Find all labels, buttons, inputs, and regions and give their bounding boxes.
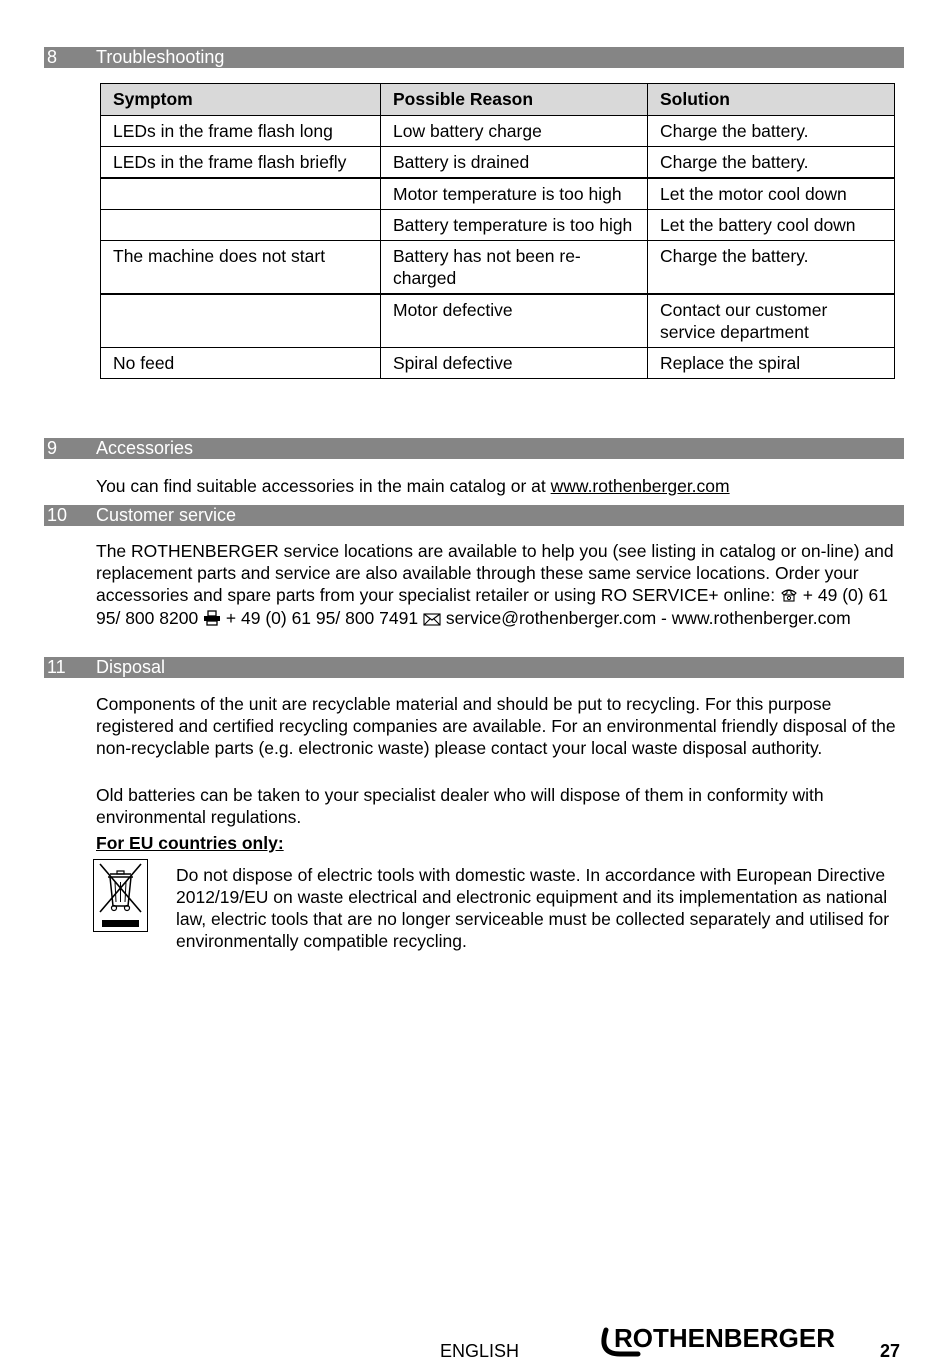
section-title: Disposal: [96, 657, 166, 677]
cell-symptom: [101, 178, 381, 210]
accessories-sentence: You can find suitable accessories in the main catalog or at: [96, 476, 551, 496]
section-title: Accessories: [96, 438, 194, 458]
cell-solution: Let the battery cool down: [648, 210, 895, 241]
cell-reason: Low battery charge: [381, 116, 648, 147]
section-header-accessories: [44, 438, 904, 459]
logo-text: ROTHENBERGER: [614, 1323, 836, 1353]
eu-countries-heading: For EU countries only:: [96, 833, 284, 853]
cell-solution: Charge the battery.: [648, 241, 895, 295]
cell-solution: Charge the battery.: [648, 116, 895, 147]
cell-solution: Replace the spiral: [648, 348, 895, 379]
section-header-disposal: [44, 657, 904, 678]
header-symptom: Symptom: [101, 84, 381, 116]
cell-symptom: [101, 294, 381, 348]
cell-reason: Motor defective: [381, 294, 648, 348]
cell-symptom: The machine does not start: [101, 241, 381, 295]
section-header-customer-service: [44, 505, 904, 526]
table-row: [101, 116, 895, 147]
cell-solution: Contact our customer service department: [648, 294, 895, 348]
section-number: 8: [47, 47, 58, 67]
cell-reason: Battery is drained: [381, 147, 648, 179]
table-row: [101, 294, 895, 348]
section-number: 9: [47, 438, 58, 458]
section-header-troubleshooting: [44, 47, 904, 68]
table-row: [101, 241, 895, 295]
page-number: 27: [880, 1341, 901, 1361]
cell-symptom: [101, 210, 381, 241]
section-title: Troubleshooting: [96, 47, 225, 67]
eu-disposal-text: Do not dispose of electric tools with domestic waste. In accordance with European Directive 2012/19/EU on waste electrical and electronic equipment and its implementation as national law, electric tools that are no longer serviceable must be collected separately and utilised for environmentally compatible recycling.: [176, 865, 890, 951]
cell-reason: Motor temperature is too high: [381, 178, 648, 210]
weee-crossed-bin-icon: [93, 859, 148, 932]
troubleshooting-table: [100, 83, 895, 379]
mail-icon: [423, 609, 441, 631]
phone-icon: [780, 585, 798, 607]
fax-icon: [203, 609, 221, 631]
header-possible-reason: Possible Reason: [381, 84, 648, 116]
service-intro: The ROTHENBERGER service locations are available to help you (see listing in catalog or on-line) and replacement parts and service are also available through these same service locations. Order your accessories and spare parts from your specialist retailer or using RO SERVICE+ online:: [96, 541, 894, 605]
table-row: [101, 348, 895, 379]
header-solution: Solution: [648, 84, 895, 116]
accessories-text: [96, 475, 904, 497]
disposal-paragraph-2: Old batteries can be taken to your specialist dealer who will dispose of them in conformity with environmental regulations.: [96, 785, 824, 827]
cell-symptom: LEDs in the frame flash briefly: [101, 147, 381, 179]
section-number: 11: [47, 657, 66, 677]
phone-number: + 49 (0) 61 95/ 800 8200: [96, 585, 888, 629]
section-number: 10: [47, 505, 68, 525]
cell-solution: Let the motor cool down: [648, 178, 895, 210]
section-title: Customer service: [96, 505, 237, 525]
fax-number: + 49 (0) 61 95/ 800 7491: [221, 608, 423, 629]
cell-symptom: No feed: [101, 348, 381, 379]
cell-symptom: LEDs in the frame flash long: [101, 116, 381, 147]
disposal-paragraph-1: Components of the unit are recyclable material and should be put to recycling. For this purpose registered and certified recycling companies are available. For an environmental friendly disposal of the non-recyclable parts (e.g. electronic waste) please contact your local waste disposal authority.: [96, 694, 896, 758]
table-row: [101, 147, 895, 179]
table-row: [101, 210, 895, 241]
website-link[interactable]: www.rothenberger.com: [550, 476, 730, 496]
table-row: [101, 178, 895, 210]
table-header-row: [101, 84, 895, 116]
rothenberger-logo: [600, 1320, 850, 1365]
cell-reason: Battery has not been re-charged: [381, 241, 648, 295]
cell-reason: Battery temperature is too high: [381, 210, 648, 241]
customer-service-text: [96, 540, 904, 631]
cell-reason: Spiral defective: [381, 348, 648, 379]
footer-language: ENGLISH: [440, 1341, 520, 1361]
service-email: service@rothenberger.com - www.rothenberger.com: [440, 608, 851, 629]
cell-solution: Charge the battery.: [648, 147, 895, 179]
